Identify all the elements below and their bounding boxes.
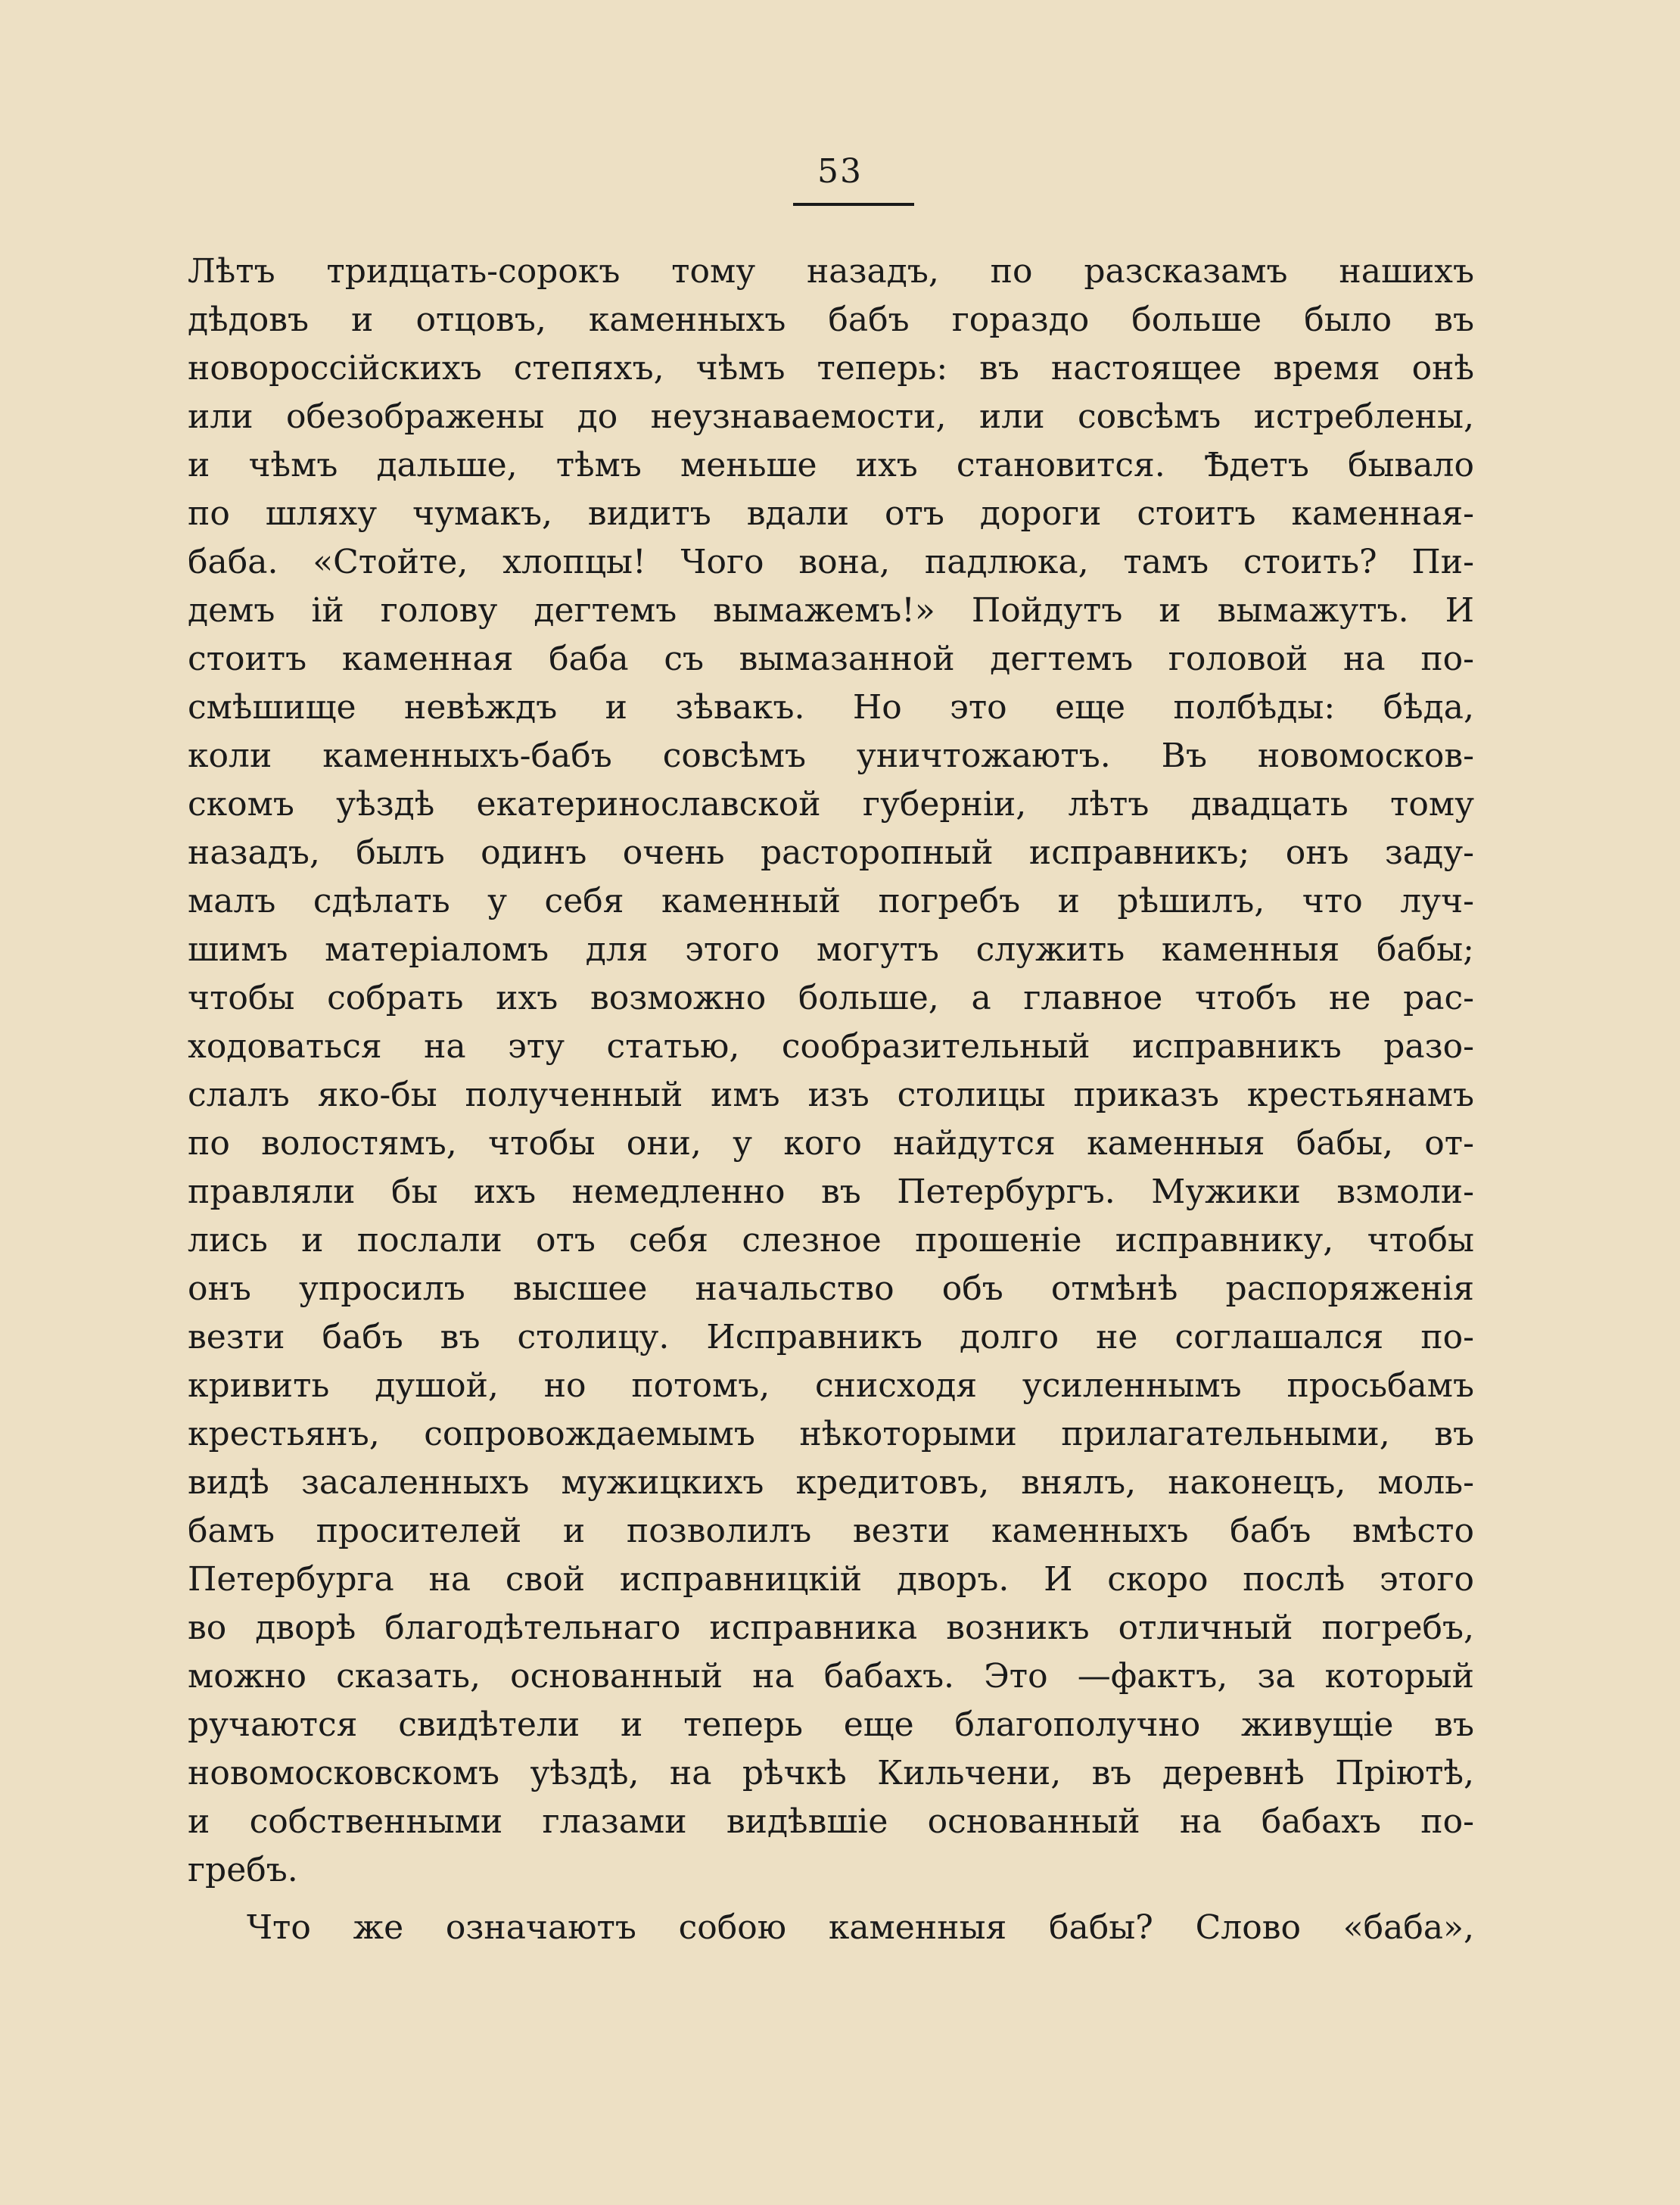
text-line: шимъ матеріаломъ для этого могутъ служить каменныя бабы; — [188, 930, 1474, 969]
text-line: и собственными глазами видѣвшіе основанный на бабахъ по- — [188, 1802, 1474, 1841]
paragraph-gap — [188, 1895, 1474, 1904]
text-line: онъ упросилъ высшее начальство объ отмѣнѣ распоряженія — [188, 1269, 1474, 1308]
page-number: 53 — [817, 152, 863, 191]
text-line: Что же означаютъ собою каменныя бабы? Слово «баба», — [247, 1908, 1474, 1947]
text-line: ходоваться на эту статью, сообразительный исправникъ разо- — [188, 1027, 1474, 1066]
text-line: лись и послали отъ себя слезное прошеніе исправнику, чтобы — [188, 1221, 1474, 1260]
text-line: можно сказать, основанный на бабахъ. Это —фактъ, за который — [188, 1657, 1474, 1696]
text-line: Петербурга на свой исправницкій дворъ. И скоро послѣ этого — [188, 1560, 1474, 1599]
body-text — [188, 248, 1474, 1952]
paragraph-2 — [188, 1904, 1474, 1952]
text-line: дѣдовъ и отцовъ, каменныхъ бабъ гораздо больше было въ — [188, 301, 1474, 339]
text-line: демъ ій голову дегтемъ вымажемъ!» Пойдутъ и вымажутъ. И — [188, 591, 1474, 630]
text-line: везти бабъ въ столицу. Исправникъ долго не соглашался по- — [188, 1318, 1474, 1356]
text-line: ручаются свидѣтели и теперь еще благополучно живущіе въ — [188, 1705, 1474, 1744]
text-line: во дворѣ благодѣтельнаго исправника возникъ отличный погребъ, — [188, 1609, 1474, 1647]
text-line: баба. «Стойте, хлопцы! Чого вона, падлюка, тамъ стоить? Пи- — [188, 543, 1474, 581]
text-line: крестьянъ, сопровождаемымъ нѣкоторыми прилагательными, въ — [188, 1415, 1474, 1453]
text-line: смѣшище невѣждъ и зѣвакъ. Но это еще полбѣды: бѣда, — [188, 688, 1474, 727]
text-line: слалъ яко-бы полученный имъ изъ столицы приказъ крестьянамъ — [188, 1076, 1474, 1114]
text-line: новороссійскихъ степяхъ, чѣмъ теперь: въ настоящее время онѣ — [188, 349, 1474, 388]
text-line: по шляху чумакъ, видитъ вдали отъ дороги стоитъ каменная- — [188, 494, 1474, 533]
text-line: видѣ засаленныхъ мужицкихъ кредитовъ, внялъ, наконецъ, моль- — [188, 1463, 1474, 1502]
page-number-rule — [793, 203, 914, 206]
text-line: новомосковскомъ уѣздѣ, на рѣчкѣ Кильчени, въ деревнѣ Пріютѣ, — [188, 1754, 1474, 1792]
text-line: по волостямъ, чтобы они, у кого найдутся каменныя бабы, от- — [188, 1124, 1474, 1163]
paragraph-1 — [188, 248, 1474, 1895]
text-line: гребъ. — [188, 1851, 298, 1889]
text-line: Лѣтъ тридцать-сорокъ тому назадъ, по разсказамъ нашихъ — [188, 252, 1474, 291]
text-line: правляли бы ихъ немедленно въ Петербургъ. Мужики взмоли- — [188, 1173, 1474, 1211]
text-line: и чѣмъ дальше, тѣмъ меньше ихъ становится. Ѣдетъ бывало — [188, 446, 1474, 484]
text-line: или обезображены до неузнаваемости, или совсѣмъ истреблены, — [188, 397, 1474, 436]
text-line: коли каменныхъ-бабъ совсѣмъ уничтожаютъ. Въ новомосков- — [188, 737, 1474, 775]
text-line: кривить душой, но потомъ, снисходя усиленнымъ просьбамъ — [188, 1366, 1474, 1405]
text-line: стоитъ каменная баба съ вымазанной дегтемъ головой на по- — [188, 640, 1474, 678]
text-line: назадъ, былъ одинъ очень расторопный исправникъ; онъ заду- — [188, 833, 1474, 872]
text-line: чтобы собрать ихъ возможно больше, а главное чтобъ не рас- — [188, 979, 1474, 1017]
text-line: бамъ просителей и позволилъ везти каменныхъ бабъ вмѣсто — [188, 1512, 1474, 1550]
text-line: скомъ уѣздѣ екатеринославской губерніи, лѣтъ двадцать тому — [188, 785, 1474, 824]
text-line: малъ сдѣлать у себя каменный погребъ и рѣшилъ, что луч- — [188, 882, 1474, 920]
